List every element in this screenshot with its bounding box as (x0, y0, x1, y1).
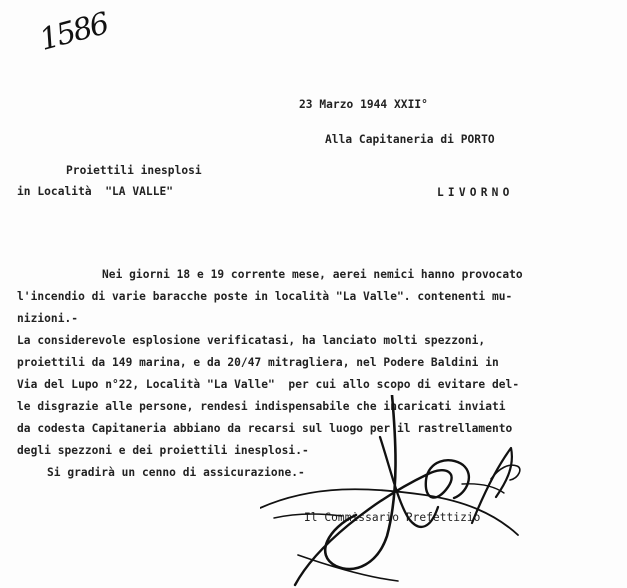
body-line-9: degli spezzoni e dei proiettili inesplosi.- (17, 444, 309, 457)
body-line-2: l'incendio di varie baracche poste in località "La Valle". contenenti mu- (17, 290, 513, 303)
recipient-city: LIVORNO (437, 186, 514, 199)
body-line-8: da codesta Capitaneria abbiano da recarsi sul luogo per il rastrellamento (17, 422, 513, 435)
letter-date: 23 Marzo 1944 XXII° (299, 98, 428, 111)
body-line-7: le disgrazie alle persone, rendesi indispensabile che incaricati inviati (17, 400, 506, 413)
body-line-4: La considerevole esplosione verificatasi, ha lanciato molti spezzoni, (17, 334, 486, 347)
recipient-line: Alla Capitaneria di PORTO (325, 133, 495, 146)
handwritten-signature (260, 395, 560, 588)
body-line-1: Nei giorni 18 e 19 corrente mese, aerei nemici hanno provocato (102, 268, 523, 281)
subject-line-2: in Località "LA VALLE" (17, 185, 174, 198)
subject-line-1: Proiettili inesplosi (66, 164, 202, 177)
closing-line: Si gradirà un cenno di assicurazione.- (47, 466, 305, 479)
body-line-3: nizioni.- (17, 312, 79, 325)
body-line-6: Via del Lupo n°22, Località "La Valle" per cui allo scopo di evitare del- (17, 378, 520, 391)
body-line-5: proiettili da 149 marina, e da 20/47 mitragliera, nel Podere Baldini in (17, 356, 499, 369)
signature-title: Il Commissario Prefettizio (304, 511, 481, 524)
handwritten-archive-number: 1586 (36, 6, 112, 58)
